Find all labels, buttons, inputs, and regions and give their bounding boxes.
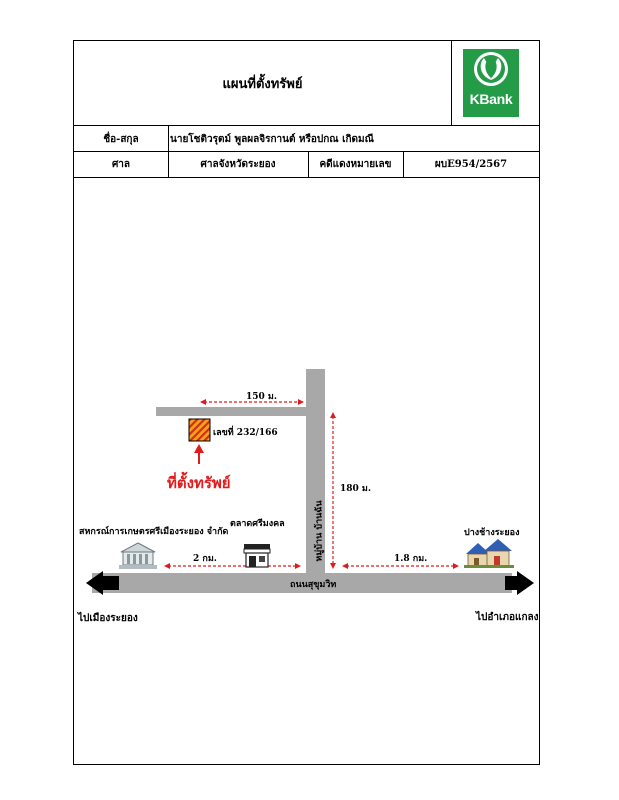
right-arrow-shaft — [505, 576, 519, 590]
plot-number-label: เลขที่ 232/166 — [213, 428, 278, 438]
dist-right-head-left — [342, 563, 348, 569]
court-value: ศาลจังหวัดระยอง — [200, 159, 276, 170]
direction-right-label: ไปอำเภอแกลง — [476, 612, 539, 623]
distance-vertical-label: 180 ม. — [340, 484, 371, 494]
property-plot — [189, 419, 210, 441]
landmark-elephant-camp-label: ปางช้างระยอง — [464, 528, 520, 538]
landmark-market-label: ตลาดศรีมงคล — [230, 519, 285, 529]
direction-left-label: ไปเมืองระยอง — [78, 613, 138, 624]
property-pointer-head — [194, 444, 204, 453]
village-road-label: หมู่บ้าน บ้านฉัน — [314, 500, 325, 562]
dist-top-head-left — [200, 399, 206, 405]
market-icon — [244, 544, 270, 567]
dist-left-head-left — [164, 563, 170, 569]
dist-vert-head-bottom — [330, 563, 336, 569]
case-value: ผบE954/2567 — [434, 159, 508, 170]
name-value: นายโชติวรุตม์ พูลผลจิรกานต์ หรือปกณ เกิดมณี — [170, 133, 374, 145]
name-label: ชื่อ-สกุล — [103, 133, 139, 145]
dist-right-head-right — [453, 563, 459, 569]
distance-right-label: 1.8 กม. — [394, 554, 428, 564]
main-road-label: ถนนสุขุมวิท — [290, 580, 337, 590]
right-arrow-icon — [517, 571, 534, 595]
branch-road — [156, 407, 306, 416]
page-title: แผนที่ตั้งทรัพย์ — [222, 76, 303, 92]
case-label: คดีแดงหมายเลข — [319, 159, 392, 170]
dist-top-head-right — [298, 399, 304, 405]
dist-vert-head-top — [330, 412, 336, 418]
distance-top-label: 150 ม. — [246, 392, 277, 402]
distance-left-label: 2 กม. — [193, 554, 217, 564]
property-location-label: ที่ตั้งทรัพย์ — [167, 474, 231, 492]
dist-left-head-right — [295, 563, 301, 569]
logo-text: KBank — [469, 91, 513, 107]
cooperative-building-icon — [119, 543, 157, 569]
elephant-camp-icon — [464, 539, 514, 568]
court-label: ศาล — [111, 159, 131, 170]
left-arrow-shaft — [101, 576, 119, 590]
landmark-cooperative-label: สหกรณ์การเกษตรศรีเมืองระยอง จำกัด — [79, 527, 229, 537]
